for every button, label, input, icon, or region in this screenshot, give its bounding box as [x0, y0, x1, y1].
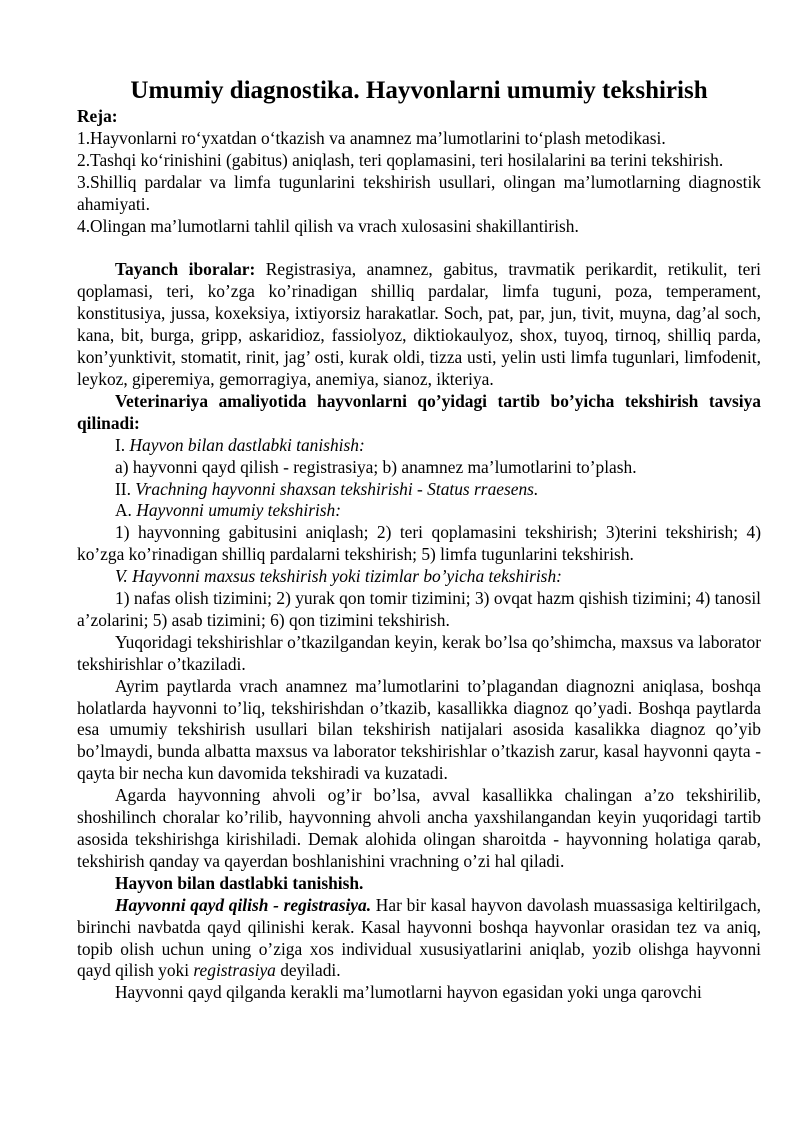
- section-1-text: a) hayvonni qayd qilish - registrasiya; b) anamnez ma’lumotlarini to’plash.: [115, 456, 637, 477]
- section-2-heading: [77, 479, 761, 501]
- section-1-title: Hayvon bilan dastlabki tanishish:: [129, 434, 365, 455]
- section-2-title: Vrachning hayvonni shaxsan tekshirishi - Status rraesens.: [135, 478, 539, 499]
- plan-heading: Reja:: [77, 106, 118, 126]
- subheading: Hayvon bilan dastlabki tanishish.: [115, 872, 364, 893]
- body-paragraph-2: Ayrim paytlarda vrach anamnez ma’lumotlarini to’plagandan diagnozni aniqlasa, boshqa holatlarda hayvonni to’liq, tekshirishdan o’tkazib, kasallikka diagnoz qo’yadi. Boshqa paytlarda esa umumiy tekshirish usullari bilan tekshirish natijalari asosida kasalikka diagnoz qo’yib bo’lmaydi, bunda albatta maxsus va laborator tekshirishlar o’tkazish zarur, kasal hayvonni qayta - qayta bir necha kun davomida tekshiradi va kuzatadi.: [77, 675, 761, 784]
- plan-item-4: 4.Olingan ma’lumotlarni tahlil qilish va vrach xulosasini shakillantirish.: [77, 215, 579, 236]
- section-a-title: Hayvonni umumiy tekshirish:: [136, 500, 342, 521]
- document-page: [77, 76, 761, 1004]
- document-title: Umumiy diagnostika. Hayvonlarni umumiy tekshirish: [130, 77, 708, 104]
- order-heading: Veterinariya amaliyotida hayvonlarni qo’yidagi tartib bo’yicha tekshirish tavsiya qilinadi:: [77, 390, 761, 433]
- section-a-heading: [77, 500, 761, 522]
- body-paragraph-5: Hayvonni qayd qilganda kerakli ma’lumotlarni hayvon egasidan yoki unga qarovchi: [115, 982, 702, 1003]
- section-a-text: 1) hayvonning gabitusini aniqlash; 2) teri qoplamasini tekshirish; 3)terini tekshirish; 4) ko’zga ko’rinadigan shilliq pardalarni tekshirish; 5) limfa tugunlarini tekshirish.: [77, 522, 761, 565]
- paragraph-4-term: registrasiya: [193, 960, 276, 981]
- section-2-number: II.: [115, 478, 136, 499]
- paragraph-4-text: Har bir kasal hayvon davolash muassasiga keltirilgach, birinchi navbatda qayd qilinishi kerak. Kasal hayvonni boshqa hayvonlar orasidan tez va aniq, topib olish uchun uning o’ziga xos individual xususiyatlarini aniqlab, yozib olishga hayvonni qayd qilish yoki: [77, 894, 761, 981]
- paragraph-4-tail: deyiladi.: [275, 960, 341, 981]
- paragraph-4-lead: Hayvonni qayd qilish - registrasiya.: [115, 894, 372, 915]
- section-1-heading: [77, 435, 761, 457]
- section-v-heading: V. Hayvonni maxsus tekshirish yoki tizimlar bo’yicha tekshirish:: [115, 566, 562, 587]
- body-paragraph-3: Agarda hayvonning ahvoli og’ir bo’lsa, avval kasallikka chalingan a’zo tekshirilib, shoshilinch choralar ko’rilib, hayvonning ahvoli ancha yaxshilangandan keyin yuqoridagi tartib asosida tekshirishga kirishiladi. Demak alohida olingan sharoitda - hayvonning holatiga qarab, tekshirish qanday va qayerdan boshlanishini vrachning o’zi hal qiladi.: [77, 785, 761, 871]
- section-1-number: I.: [115, 434, 130, 455]
- body-paragraph-1: Yuqoridagi tekshirishlar o’tkazilgandan keyin, kerak bo’lsa qo’shimcha, maxsus va laborator tekshirishlar o’tkaziladi.: [77, 631, 761, 674]
- paragraph-spacer: [77, 237, 761, 259]
- plan-item-3: 3.Shilliq pardalar va limfa tugunlarini tekshirish usullari, olingan ma’lumotlarning diagnostik ahamiyati.: [77, 171, 761, 214]
- keywords-text: Registrasiya, anamnez, gabitus, travmatik perikardit, retikulit, teri qoplamasi, teri, ko’zga ko’rinadigan shilliq pardalar, limfa tuguni, poza, temperament, konstitusiya, jussa, koxeksiya, ixtiyorsiz harakatlar. Soch, pat, par, jun, tivit, muyna, dag’al soch, kana, bit, burga, gripp, askaridioz, fassiolyoz, diktiokaulyoz, shox, tuyoq, tirnoq, shilliq parda, kon’yunktivit, stomatit, rinit, jag’ osti, kurak oldi, tizza usti, yelin usti limfa tugunlari, limfodenit, leykoz, giperemiya, gemorragiya, anemiya, sianoz, ikteriya.: [77, 259, 761, 389]
- plan-item-1: 1.Hayvonlarni ro‘yxatdan o‘tkazish va anamnez ma’lumotlarini to‘plash metodikasi.: [77, 127, 666, 148]
- keywords-paragraph: [77, 259, 761, 390]
- body-paragraph-4: [77, 895, 761, 983]
- section-v-text: 1) nafas olish tizimini; 2) yurak qon tomir tizimini; 3) ovqat hazm qishish tizimini; 4) tanosil a’zolarini; 5) asab tizimini; 6) qon tizimini tekshirish.: [77, 588, 761, 630]
- plan-item-2: 2.Tashqi ko‘rinishini (gabitus) aniqlash, teri qoplamasini, teri hosilalarini ва terini tekshirish.: [77, 149, 724, 170]
- keywords-label: Tayanch iboralar:: [115, 259, 256, 280]
- section-a-number: A.: [115, 500, 137, 521]
